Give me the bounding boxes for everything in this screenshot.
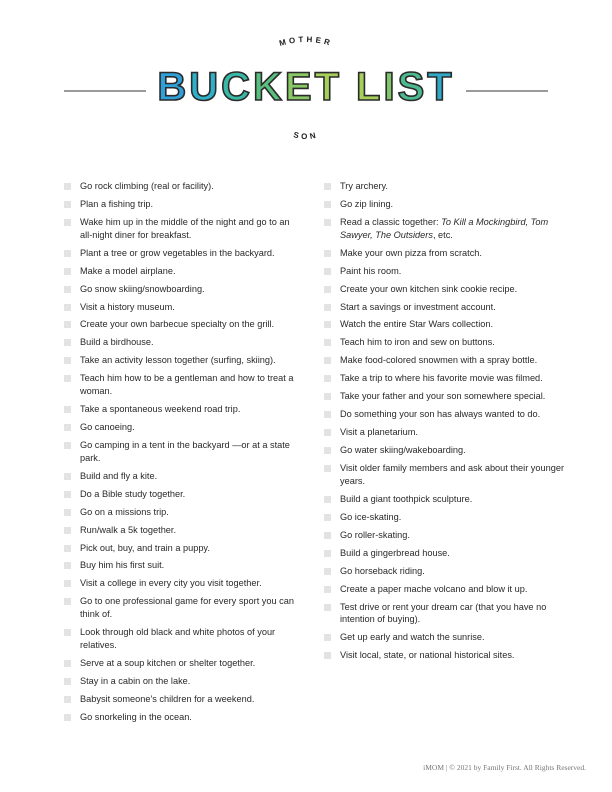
checklist-item (324, 301, 576, 314)
bucket-list-column-2 (324, 180, 576, 667)
checklist-item-text: Build a birdhouse. (80, 337, 154, 348)
checklist-item (324, 265, 576, 278)
checklist-item-text: Make a model airplane. (80, 265, 176, 276)
checklist-item (64, 675, 304, 688)
checkbox[interactable] (324, 339, 331, 346)
checkbox[interactable] (64, 321, 71, 328)
checklist-item (324, 247, 576, 260)
checkbox[interactable] (324, 514, 331, 521)
item-text-part: Read a classic together: (340, 216, 442, 227)
checklist-item (64, 693, 304, 706)
title-letter: U (189, 65, 222, 109)
checkbox[interactable] (64, 509, 71, 516)
checklist-item (64, 542, 304, 555)
checklist-item (324, 372, 576, 385)
checklist-item (324, 426, 576, 439)
checklist-item-text: Go canoeing. (80, 422, 135, 432)
checklist-item-text: Go zip lining. (340, 198, 394, 209)
checkbox[interactable] (64, 250, 71, 257)
checkbox[interactable] (64, 286, 71, 293)
checkbox[interactable] (64, 375, 71, 382)
checklist-item (324, 336, 576, 349)
checkbox[interactable] (324, 375, 331, 382)
checklist-item (64, 439, 304, 464)
checkbox[interactable] (64, 201, 71, 208)
title-letter: S (397, 65, 428, 109)
checklist-item (324, 529, 576, 542)
checklist-item (324, 547, 576, 560)
checkbox[interactable] (324, 183, 331, 190)
checkbox[interactable] (324, 604, 331, 611)
checklist-item-text: Pick out, buy, and train a puppy. (80, 542, 210, 553)
checklist-item-text: Take a trip to where his favorite movie was filmed. (340, 373, 543, 384)
checkbox[interactable] (64, 580, 71, 587)
checklist-item (324, 283, 576, 296)
checklist-item-text: Make your own pizza from scratch. (340, 247, 482, 258)
mother-label: MOTHER (278, 34, 334, 48)
checkbox[interactable] (64, 660, 71, 667)
checklist-item-text: Visit a college in every city you visit together. (80, 578, 262, 589)
checklist-item (64, 198, 304, 211)
checklist-item (324, 180, 576, 193)
checklist-item-text: Teach him how to be a gentleman and how to treat a woman. (80, 373, 294, 397)
checklist-item-text: Visit a history museum. (80, 301, 175, 312)
checkbox[interactable] (324, 550, 331, 557)
checklist-item (64, 421, 304, 434)
checklist-item-text: Serve at a soup kitchen or shelter together. (80, 657, 256, 668)
checklist-item-text: Create your own barbecue specialty on the grill. (80, 319, 275, 330)
checklist-item-text: Stay in a cabin on the lake. (80, 675, 191, 686)
checklist-item (324, 493, 576, 506)
checklist-item-text: Do something your son has always wanted to do. (340, 409, 541, 420)
title-letter: C (221, 65, 253, 109)
checkbox[interactable] (324, 286, 331, 293)
checkbox[interactable] (324, 411, 331, 418)
checklist-item (64, 711, 304, 724)
checkbox[interactable] (324, 268, 331, 275)
checkbox[interactable] (64, 527, 71, 534)
checkbox[interactable] (324, 634, 331, 641)
checklist-item (64, 265, 304, 278)
checkbox[interactable] (64, 339, 71, 346)
checkbox[interactable] (64, 357, 71, 364)
checkbox[interactable] (64, 424, 71, 431)
checklist-item-text: Go to one professional game for every sport you can think of. (80, 596, 294, 620)
checklist-item-text: Make food-colored snowmen with a spray bottle. (340, 355, 538, 366)
checklist-item-text: Wake him up in the middle of the night and go to an all-night diner for breakfast. (80, 216, 290, 240)
checkbox[interactable] (324, 586, 331, 593)
checklist-item-text: Go camping in a tent in the backyard —or at a state park. (80, 439, 290, 463)
bucket-list-column-1 (64, 180, 304, 729)
checklist-item-text: Take an activity lesson together (surfing, skiing). (80, 355, 276, 366)
checkbox[interactable] (64, 473, 71, 480)
checkbox[interactable] (324, 393, 331, 400)
checklist-item-text: Go roller-skating. (340, 529, 410, 540)
checklist-item (324, 408, 576, 421)
checklist-item (64, 626, 304, 651)
checklist-item (324, 198, 576, 211)
checklist-item-text: Teach him to iron and sew on buttons. (340, 337, 495, 348)
checklist-item-text: Start a savings or investment account. (340, 301, 496, 312)
checklist-item (64, 283, 304, 296)
checklist-item-text: Build and fly a kite. (80, 470, 158, 481)
checkbox[interactable] (324, 250, 331, 257)
checkbox[interactable] (64, 406, 71, 413)
copyright-footer: iMOM | © 2021 by Family First. All Rights Reserved. (423, 763, 586, 772)
title-letter: E (284, 65, 315, 109)
checklist-item (324, 354, 576, 367)
checklist-item-text: Create your own kitchen sink cookie recipe. (340, 283, 518, 294)
checklist-item-text: Watch the entire Star Wars collection. (340, 319, 494, 330)
title-letter: T (314, 65, 342, 109)
checklist-item (64, 354, 304, 367)
checklist-item-text: Do a Bible study together. (80, 488, 186, 499)
checklist-item-text: Build a gingerbread house. (340, 547, 450, 558)
checkbox[interactable] (64, 714, 71, 721)
checklist-item-text: Plant a tree or grow vegetables in the backyard. (80, 247, 275, 258)
checklist-item-text: Go snorkeling in the ocean. (80, 711, 192, 722)
checklist-item (324, 444, 576, 457)
checkbox[interactable] (324, 652, 331, 659)
checklist-item-text: Take a spontaneous weekend road trip. (80, 404, 241, 415)
page-title (0, 62, 612, 112)
checklist-item-text: Go water skiing/wakeboarding. (340, 445, 466, 456)
checkbox[interactable] (64, 545, 71, 552)
checklist-item-text: Go on a missions trip. (80, 506, 169, 517)
checklist-item-text: Visit older family members and ask about their younger years. (340, 463, 565, 486)
checklist-item-text: Go snow skiing/snowboarding. (80, 283, 205, 294)
son-label: SON (292, 130, 320, 142)
checkbox[interactable] (324, 447, 331, 454)
title-letter: L (356, 65, 384, 109)
checklist-item (64, 595, 304, 620)
checklist-item (324, 631, 576, 644)
checklist-item (324, 462, 576, 487)
checkbox[interactable] (64, 491, 71, 498)
checklist-item-text: Run/walk a 5k together. (80, 524, 177, 535)
checklist-item (324, 565, 576, 578)
title-letter: I (383, 65, 398, 109)
checklist-item (64, 488, 304, 501)
checklist-item-text: Buy him his first suit. (80, 560, 165, 571)
checkbox[interactable] (64, 629, 71, 636)
header (0, 0, 612, 160)
checkbox[interactable] (324, 568, 331, 575)
item-text-part: , etc. (432, 229, 453, 240)
checkbox[interactable] (64, 562, 71, 569)
checklist-item-text: Build a giant toothpick sculpture. (340, 493, 473, 504)
checklist-item-text: Go horseback riding. (340, 565, 425, 576)
checklist-item (324, 511, 576, 524)
checkbox[interactable] (64, 268, 71, 275)
checklist-item (324, 390, 576, 403)
checkbox[interactable] (324, 465, 331, 472)
checklist-item-text: Visit local, state, or national historical sites. (340, 650, 515, 661)
checklist-item (64, 559, 304, 572)
checklist-item (64, 470, 304, 483)
checklist-item-text: Take your father and your son somewhere special. (340, 391, 546, 402)
mother-arc-text (278, 35, 334, 48)
checklist-item (64, 216, 304, 241)
checkbox[interactable] (324, 304, 331, 311)
checklist-item (64, 180, 304, 193)
checklist-item-text: Plan a fishing trip. (80, 198, 154, 209)
checkbox[interactable] (64, 598, 71, 605)
checklist-item-text: Babysit someone's children for a weekend. (80, 693, 255, 704)
checklist-item (64, 372, 304, 397)
title-letter: K (252, 65, 285, 109)
checkbox[interactable] (324, 496, 331, 503)
checklist-item-text: Go ice-skating. (340, 511, 402, 522)
checklist-item (64, 577, 304, 590)
title-letter: T (427, 65, 455, 109)
checklist-item (64, 657, 304, 670)
checklist-item (64, 506, 304, 519)
checklist-item-text: Look through old black and white photos of your relatives. (80, 627, 276, 650)
checkbox[interactable] (324, 357, 331, 364)
checklist-item-text: Go rock climbing (real or facility). (80, 181, 214, 191)
checkbox[interactable] (324, 429, 331, 436)
checklist-item-text: Paint his room. (340, 265, 402, 276)
checklist-item (64, 524, 304, 537)
checklist-item (324, 216, 576, 241)
checklist-item (64, 403, 304, 416)
checklist-item-text: Get up early and watch the sunrise. (340, 632, 485, 643)
checklist-item (64, 336, 304, 349)
checklist-item (324, 601, 576, 626)
checkbox[interactable] (64, 442, 71, 449)
checkbox[interactable] (324, 532, 331, 539)
checklist-item (324, 649, 576, 662)
checklist-item-text: Test drive or rent your dream car (that you have no intention of buying). (340, 601, 547, 625)
checklist-item-text: Visit a planetarium. (340, 427, 418, 438)
checklist-item (64, 318, 304, 331)
title-letter: B (157, 65, 190, 109)
son-arc-text (293, 130, 320, 141)
checkbox[interactable] (64, 678, 71, 685)
checkbox[interactable] (64, 304, 71, 311)
checkbox[interactable] (64, 219, 71, 226)
checklist-item (324, 318, 576, 331)
checkbox[interactable] (324, 219, 331, 226)
checklist-item-text: Create a paper mache volcano and blow it up. (340, 583, 528, 594)
checkbox[interactable] (64, 183, 71, 190)
checklist-item (64, 247, 304, 260)
checklist-item (64, 301, 304, 314)
checklist-item (324, 583, 576, 596)
checkbox[interactable] (324, 321, 331, 328)
checkbox[interactable] (324, 201, 331, 208)
checkbox[interactable] (64, 696, 71, 703)
book-titles: To Kill a Mockingbird, Tom Sawyer, The Outsiders (340, 216, 549, 240)
checklist-item-text: Try archery. (340, 181, 388, 191)
checklist-item-text (340, 216, 576, 241)
